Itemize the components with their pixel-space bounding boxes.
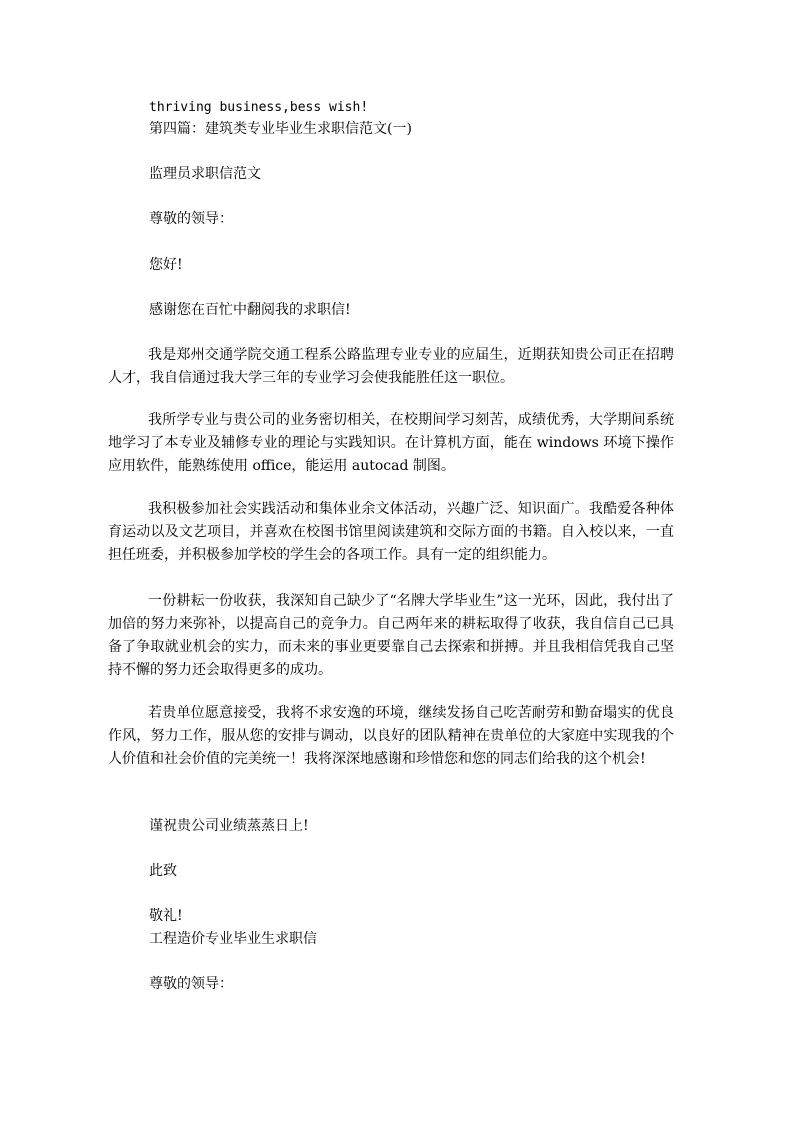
regards-line: 敬礼! <box>149 908 183 924</box>
body-paragraph-3: 我积极参加社会实践活动和集体业余文体活动，兴趣广泛、知识面广。我酷爱各种体育运动以及文艺项目，并喜欢在校图书馆里阅读建筑和交际方面的书籍。自入校以来，一直担任班委，并积极参加学校的学生会的各项工作。具有一定的组织能力。 <box>108 501 674 563</box>
body-paragraph-5: 若贵单位愿意接受，我将不求安逸的环境，继续发扬自己吃苦耐劳和勤奋塌实的优良作风，努力工作，服从您的安排与调动，以良好的团队精神在贵单位的大家庭中实现我的个人价值和社会价值的完美统一！我将深深地感谢和珍惜您和您的同志们给我的这个机会! <box>108 705 674 767</box>
body-paragraph-2: 我所学专业与贵公司的业务密切相关，在校期间学习刻苦，成绩优秀，大学期间系统地学习了本专业及辅修专业的理论与实践知识。在计算机方面，能在 windows 环境下操作应用软件，能熟练使用 office，能运用 autocad 制图。 <box>108 412 674 474</box>
thanks-line: 感谢您在百忙中翻阅我的求职信! <box>149 302 351 318</box>
salutation: 尊敬的领导： <box>149 211 233 227</box>
chapter-title: 第四篇：建筑类专业毕业生求职信范文(一) <box>149 121 412 137</box>
greeting-en-line: thriving business,bess wish! <box>149 100 369 115</box>
closing-line: 此致 <box>149 863 177 879</box>
wish-line: 谨祝贵公司业绩蒸蒸日上! <box>149 818 309 834</box>
body-paragraph-1: 我是郑州交通学院交通工程系公路监理专业专业的应届生，近期获知贵公司正在招聘人才，我自信通过我大学三年的专业学习会使我能胜任这一职位。 <box>108 347 674 386</box>
hello-line: 您好! <box>149 257 183 273</box>
next-letter-title: 工程造价专业毕业生求职信 <box>149 931 317 947</box>
next-salutation: 尊敬的领导： <box>149 976 233 992</box>
body-paragraph-4: 一份耕耘一份收获，我深知自己缺少了“名牌大学毕业生”这一光环，因此，我付出了加倍的努力来弥补，以提高自己的竞争力。自己两年来的耕耘取得了收获，我自信自己已具备了争取就业机会的实力，而未来的事业更要靠自己去探索和拼搏。并且我相信凭我自己坚持不懈的努力还会取得更多的成功。 <box>108 593 674 678</box>
subtitle: 监理员求职信范文 <box>149 166 261 182</box>
